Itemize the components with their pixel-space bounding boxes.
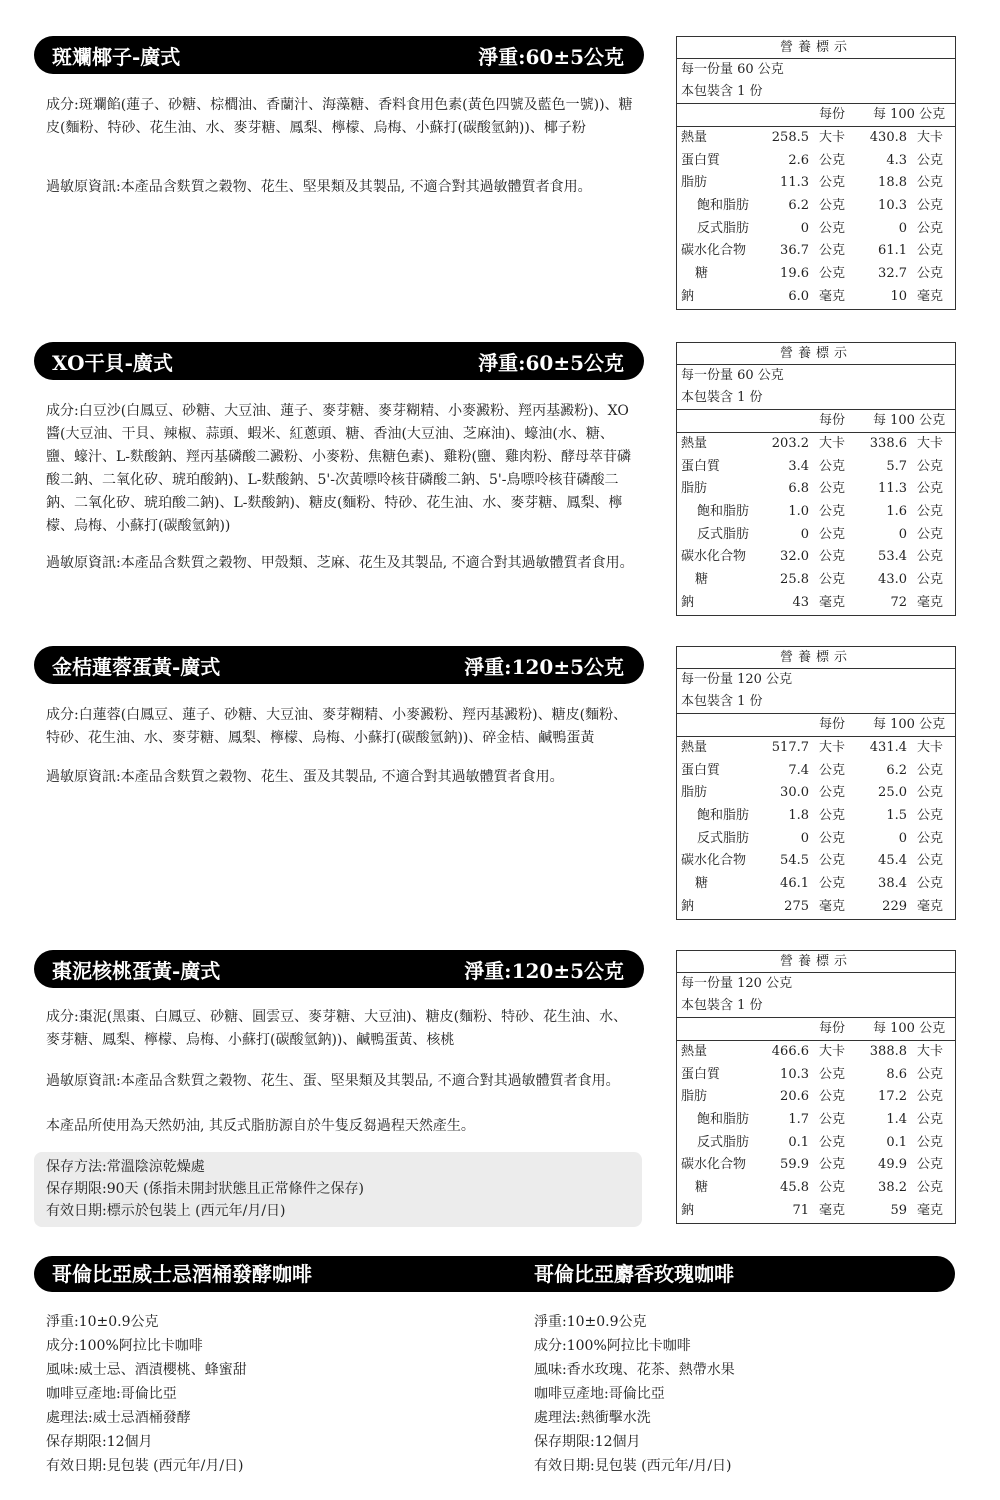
servings-per-pack: 本包裝含 1 份 xyxy=(681,390,763,405)
nutrient-name: 熱量 xyxy=(681,740,708,755)
ingredients-text: 成分:白豆沙(白鳳豆、砂糖、大豆油、蓮子、麥芽糖、麥芽糊精、小麥澱粉、羥丙基澱粉)、XO醬(大豆油、干貝、辣椒、蒜頭、蝦米、紅蔥頭、糖、香油(大豆油、芝麻油)、蠔油(水、糖、鹽、蠔汁、L-麩酸鈉、羥丙基磷酸二澱粉、小麥粉、焦糖色素)、雞粉(鹽、雞肉粉、酵母萃苷磷酸二鈉、二氧化矽、琥珀酸鈉)、L-麩酸鈉、5'-次黃嘌呤核苷磷酸二鈉、5'-鳥嘌呤核苷磷酸二鈉、二氧化矽、琥珀酸二鈉)、L-麩酸鈉)、糖皮(麵粉、特砂、花生油、水、麥芽糖、鳳梨、檸檬、烏梅、小蘇打(碳酸氫鈉)) xyxy=(46,403,631,534)
coffee-line: 淨重:10±0.9公克 xyxy=(46,1314,159,1330)
nutrient-name: 碳水化合物 xyxy=(681,1157,747,1173)
nutrition-row xyxy=(677,286,955,309)
per-serving-unit: 公克 xyxy=(819,266,846,282)
coffee-line: 處理法:熱衝擊水洗 xyxy=(534,1410,651,1426)
nutrition-row xyxy=(677,501,955,524)
nutrient-name: 反式脂肪 xyxy=(697,830,750,846)
nutrition-row xyxy=(677,478,955,501)
coffee-line: 風味:威士忌、酒漬櫻桃、蜂蜜甜 xyxy=(46,1362,247,1378)
per-serving-unit: 公克 xyxy=(819,504,846,520)
per-100g-unit: 公克 xyxy=(917,504,944,520)
nutrition-row xyxy=(677,1177,955,1200)
per-100g-value: 18.8 xyxy=(878,175,907,191)
product-name: 斑斕椰子-廣式 xyxy=(52,44,181,69)
per-serving-unit: 大卡 xyxy=(819,436,846,451)
nutrient-name: 脂肪 xyxy=(681,175,708,191)
product-name: 金桔蓮蓉蛋黃-廣式 xyxy=(52,654,221,679)
per-serving-unit: 公克 xyxy=(819,1180,846,1196)
nutrition-header-row xyxy=(677,1017,955,1041)
nutrient-name: 糖 xyxy=(695,876,709,892)
per-100g-unit: 毫克 xyxy=(917,1202,944,1218)
coffee-line: 保存期限:12個月 xyxy=(534,1434,641,1450)
coffee-name-rose: 哥倫比亞麝香玫瑰咖啡 xyxy=(534,1262,734,1286)
nutrition-header-row xyxy=(677,409,955,433)
nutrition-title: 營養標示 xyxy=(677,647,955,669)
per-100g-unit: 公克 xyxy=(917,1089,944,1105)
coffee-line: 有效日期:見包裝 (西元年/月/日) xyxy=(534,1458,732,1474)
product-section-kumquat xyxy=(0,646,1000,946)
servings-per-pack: 本包裝含 1 份 xyxy=(681,998,763,1013)
nutrient-name: 蛋白質 xyxy=(681,762,721,778)
per-serving-unit: 公克 xyxy=(819,243,846,259)
nutrient-name: 反式脂肪 xyxy=(697,220,750,236)
coffee-details-rose xyxy=(534,1310,735,1478)
coffee-line: 保存期限:12個月 xyxy=(46,1434,153,1450)
coffee-line: 風味:香水玫瑰、花茶、熱帶水果 xyxy=(534,1362,735,1378)
nutrient-name: 糖 xyxy=(695,572,709,588)
per-serving-value: 517.7 xyxy=(771,740,809,755)
nutrient-name: 糖 xyxy=(695,266,709,282)
storage-method: 保存方法:常溫陰涼乾燥處 xyxy=(46,1159,205,1175)
nutrition-row xyxy=(677,1086,955,1109)
per-serving-value: 45.8 xyxy=(780,1180,809,1196)
per-serving-unit: 公克 xyxy=(819,198,846,214)
ingredients-text: 成分:棗泥(黑棗、白鳳豆、砂糖、圓雲豆、麥芽糖、大豆油)、糖皮(麵粉、特砂、花生油、水、麥芽糖、鳳梨、檸檬、烏梅、小蘇打(碳酸氫鈉))、鹹鴨蛋黃、核桃 xyxy=(46,1009,628,1048)
per-100g-unit: 公克 xyxy=(917,1157,944,1173)
allergen-text: 過敏原資訊:本產品含麩質之穀物、花生、蛋、堅果類及其製品, 不適合對其過敏體質者食用。 xyxy=(46,1073,620,1089)
per-100g-unit: 公克 xyxy=(917,243,944,259)
per-100g-value: 61.1 xyxy=(878,243,907,259)
product-title-bar xyxy=(34,950,644,988)
per-100g-value: 0 xyxy=(898,526,907,542)
per-serving-unit: 公克 xyxy=(819,220,846,236)
per-serving-value: 258.5 xyxy=(771,130,809,145)
per-100g-unit: 公克 xyxy=(917,526,944,542)
per-100g-value: 32.7 xyxy=(878,266,907,282)
per-serving-unit: 毫克 xyxy=(819,1202,846,1218)
ingredients-text: 成分:斑斕餡(蓮子、砂糖、棕櫚油、香蘭汁、海藻糖、香料食用色素(黃色四號及藍色一號))、糖皮(麵粉、特砂、花生油、水、麥芽糖、鳳梨、檸檬、烏梅、小蘇打(碳酸氫鈉))、椰子粉 xyxy=(46,97,633,136)
per-serving-value: 59.9 xyxy=(780,1157,809,1173)
storage-info-box xyxy=(34,1152,642,1227)
per-100g-value: 72 xyxy=(890,594,907,610)
nutrition-table xyxy=(676,950,956,1224)
per-100g-unit: 公克 xyxy=(917,1066,944,1082)
per-100g-value: 6.2 xyxy=(886,762,907,778)
per-serving-unit: 公克 xyxy=(819,1112,846,1128)
nutrition-title: 營養標示 xyxy=(677,951,955,973)
per-serving-unit: 公克 xyxy=(819,152,846,168)
per-100g-unit: 公克 xyxy=(917,785,944,801)
product-weight: 淨重:120±5公克 xyxy=(464,654,624,679)
per-serving-value: 32.0 xyxy=(780,549,809,565)
per-100g-value: 10.3 xyxy=(878,198,907,214)
nutrient-name: 脂肪 xyxy=(681,1089,708,1105)
nutrition-row xyxy=(677,195,955,218)
nutrition-header-row xyxy=(677,713,955,737)
per-100g-value: 1.5 xyxy=(886,808,907,824)
nutrition-row xyxy=(677,1109,955,1132)
per-serving-value: 71 xyxy=(792,1202,809,1218)
nutrient-name: 糖 xyxy=(695,1180,709,1196)
product-title-bar xyxy=(34,36,644,74)
per-serving-header: 每份 xyxy=(819,717,846,732)
per-100g-value: 25.0 xyxy=(878,785,907,801)
nutrition-row xyxy=(677,760,955,783)
serving-size: 每一份量 60 公克 xyxy=(681,62,784,77)
per-serving-value: 46.1 xyxy=(780,876,809,892)
per-100g-value: 49.9 xyxy=(878,1157,907,1173)
per-serving-value: 7.4 xyxy=(788,762,809,778)
per-100g-value: 229 xyxy=(882,898,907,914)
coffee-line: 成分:100%阿拉比卡咖啡 xyxy=(46,1338,203,1354)
per-serving-unit: 公克 xyxy=(819,481,846,497)
nutrition-row xyxy=(677,524,955,547)
per-serving-value: 19.6 xyxy=(780,266,809,282)
per-100g-unit: 公克 xyxy=(917,458,944,474)
per-100g-value: 5.7 xyxy=(886,458,907,474)
servings-per-pack: 本包裝含 1 份 xyxy=(681,694,763,709)
per-100g-unit: 公克 xyxy=(917,853,944,869)
product-section-pandan xyxy=(0,36,1000,336)
per-100g-unit: 公克 xyxy=(917,549,944,565)
nutrient-name: 脂肪 xyxy=(681,481,708,497)
per-serving-unit: 公克 xyxy=(819,762,846,778)
product-weight: 淨重:120±5公克 xyxy=(464,958,624,983)
nutrient-name: 鈉 xyxy=(681,1202,695,1218)
per-serving-unit: 公克 xyxy=(819,785,846,801)
nutrient-name: 飽和脂肪 xyxy=(697,808,750,824)
per-100g-value: 8.6 xyxy=(886,1066,907,1082)
per-serving-value: 3.4 xyxy=(788,458,809,474)
nutrition-row xyxy=(677,1154,955,1177)
per-100g-value: 431.4 xyxy=(869,740,907,755)
serving-size: 每一份量 60 公克 xyxy=(681,368,784,383)
per-serving-unit: 公克 xyxy=(819,1157,846,1173)
nutrition-row xyxy=(677,737,955,760)
per-100g-value: 0 xyxy=(898,830,907,846)
per-100g-value: 38.2 xyxy=(878,1180,907,1196)
nutrition-row xyxy=(677,456,955,479)
per-serving-unit: 公克 xyxy=(819,830,846,846)
nutrition-row xyxy=(677,546,955,569)
per-100g-unit: 公克 xyxy=(917,266,944,282)
product-weight: 淨重:60±5公克 xyxy=(478,44,624,69)
per-serving-unit: 毫克 xyxy=(819,898,846,914)
nutrition-row xyxy=(677,172,955,195)
nutrient-name: 反式脂肪 xyxy=(697,1134,750,1150)
per-100g-header: 每 100 公克 xyxy=(873,107,946,122)
per-serving-value: 43 xyxy=(792,594,809,610)
per-100g-unit: 公克 xyxy=(917,175,944,191)
per-100g-header: 每 100 公克 xyxy=(873,1021,946,1036)
nutrient-name: 飽和脂肪 xyxy=(697,198,750,214)
nutrition-row xyxy=(677,873,955,896)
nutrition-row xyxy=(677,569,955,592)
nutrition-table xyxy=(676,342,956,616)
storage-expiry: 有效日期:標示於包裝上 (西元年/月/日) xyxy=(46,1203,286,1219)
per-serving-unit: 大卡 xyxy=(819,1044,846,1059)
per-serving-unit: 公克 xyxy=(819,549,846,565)
nutrient-name: 碳水化合物 xyxy=(681,243,747,259)
per-serving-unit: 公克 xyxy=(819,876,846,892)
servings-per-pack: 本包裝含 1 份 xyxy=(681,84,763,99)
per-100g-unit: 大卡 xyxy=(917,740,944,755)
nutrient-name: 碳水化合物 xyxy=(681,853,747,869)
coffee-line: 有效日期:見包裝 (西元年/月/日) xyxy=(46,1458,244,1474)
ingredients-text: 成分:白蓮蓉(白鳳豆、蓮子、砂糖、大豆油、麥芽糊精、小麥澱粉、羥丙基澱粉)、糖皮(麵粉、特砂、花生油、水、麥芽糖、鳳梨、檸檬、烏梅、小蘇打(碳酸氫鈉))、碎金桔、鹹鴨蛋黃 xyxy=(46,707,628,746)
coffee-line: 成分:100%阿拉比卡咖啡 xyxy=(534,1338,691,1354)
coffee-name-whisky: 哥倫比亞威士忌酒桶發酵咖啡 xyxy=(52,1262,312,1286)
per-100g-value: 430.8 xyxy=(869,130,907,145)
per-100g-unit: 公克 xyxy=(917,830,944,846)
nutrient-name: 飽和脂肪 xyxy=(697,1112,750,1128)
coffee-line: 淨重:10±0.9公克 xyxy=(534,1314,647,1330)
per-100g-value: 43.0 xyxy=(878,572,907,588)
nutrition-row xyxy=(677,1064,955,1087)
storage-period: 保存期限:90天 (係指未開封狀態且正常條件之保存) xyxy=(46,1181,364,1197)
butter-note: 本產品所使用為天然奶油, 其反式脂肪源自於牛隻反芻過程天然產生。 xyxy=(46,1118,475,1134)
nutrient-name: 蛋白質 xyxy=(681,458,721,474)
per-serving-unit: 毫克 xyxy=(819,288,846,304)
per-100g-unit: 大卡 xyxy=(917,1044,944,1059)
per-serving-value: 275 xyxy=(784,898,809,914)
per-100g-value: 388.8 xyxy=(869,1044,907,1059)
per-100g-value: 53.4 xyxy=(878,549,907,565)
nutrition-row xyxy=(677,263,955,286)
per-serving-unit: 公克 xyxy=(819,572,846,588)
allergen-text: 過敏原資訊:本產品含麩質之穀物、花生、堅果類及其製品, 不適合對其過敏體質者食用。 xyxy=(46,179,592,195)
serving-size: 每一份量 120 公克 xyxy=(681,976,793,991)
per-100g-unit: 毫克 xyxy=(917,898,944,914)
per-serving-value: 6.8 xyxy=(788,481,809,497)
product-section-xo xyxy=(0,342,1000,642)
per-serving-header: 每份 xyxy=(819,1021,846,1036)
coffee-line: 處理法:威士忌酒桶發酵 xyxy=(46,1410,191,1426)
per-100g-value: 38.4 xyxy=(878,876,907,892)
per-serving-value: 6.0 xyxy=(788,288,809,304)
nutrition-row xyxy=(677,896,955,919)
per-100g-value: 59 xyxy=(890,1202,907,1218)
per-serving-unit: 公克 xyxy=(819,1066,846,1082)
per-100g-unit: 公克 xyxy=(917,481,944,497)
per-100g-unit: 公克 xyxy=(917,876,944,892)
per-serving-value: 2.6 xyxy=(788,152,809,168)
per-serving-value: 25.8 xyxy=(780,572,809,588)
per-serving-value: 30.0 xyxy=(780,785,809,801)
per-serving-header: 每份 xyxy=(819,413,846,428)
nutrition-row xyxy=(677,828,955,851)
per-serving-unit: 公克 xyxy=(819,1134,846,1150)
per-serving-unit: 大卡 xyxy=(819,130,846,145)
nutrient-name: 脂肪 xyxy=(681,785,708,801)
nutrition-row xyxy=(677,1200,955,1223)
per-100g-unit: 大卡 xyxy=(917,436,944,451)
product-weight: 淨重:60±5公克 xyxy=(478,350,624,375)
per-100g-value: 0 xyxy=(898,220,907,236)
per-100g-header: 每 100 公克 xyxy=(873,717,946,732)
per-100g-value: 45.4 xyxy=(878,853,907,869)
nutrition-row xyxy=(677,240,955,263)
per-serving-value: 11.3 xyxy=(780,175,809,191)
nutrition-title: 營養標示 xyxy=(677,37,955,59)
nutrition-row xyxy=(677,433,955,456)
per-serving-value: 203.2 xyxy=(771,436,809,451)
per-100g-value: 4.3 xyxy=(886,152,907,168)
product-name: 棗泥核桃蛋黃-廣式 xyxy=(52,958,221,983)
per-serving-unit: 公克 xyxy=(819,526,846,542)
per-serving-value: 0 xyxy=(800,830,809,846)
per-serving-value: 1.8 xyxy=(788,808,809,824)
per-serving-value: 0 xyxy=(800,526,809,542)
per-serving-value: 20.6 xyxy=(780,1089,809,1105)
nutrient-name: 鈉 xyxy=(681,594,695,610)
nutrition-row xyxy=(677,218,955,241)
per-100g-unit: 公克 xyxy=(917,762,944,778)
product-name: XO干貝-廣式 xyxy=(52,350,173,375)
nutrition-row xyxy=(677,805,955,828)
per-100g-value: 0.1 xyxy=(886,1134,907,1150)
nutrition-row xyxy=(677,592,955,615)
nutrition-table xyxy=(676,36,956,310)
per-100g-value: 11.3 xyxy=(878,481,907,497)
nutrient-name: 熱量 xyxy=(681,436,708,451)
nutrient-name: 反式脂肪 xyxy=(697,526,750,542)
per-100g-unit: 公克 xyxy=(917,1134,944,1150)
nutrient-name: 蛋白質 xyxy=(681,152,721,168)
per-100g-unit: 大卡 xyxy=(917,130,944,145)
per-100g-unit: 毫克 xyxy=(917,594,944,610)
nutrient-name: 飽和脂肪 xyxy=(697,504,750,520)
nutrient-name: 鈉 xyxy=(681,288,695,304)
per-100g-value: 17.2 xyxy=(878,1089,907,1105)
nutrient-name: 碳水化合物 xyxy=(681,549,747,565)
per-100g-unit: 公克 xyxy=(917,220,944,236)
nutrition-row xyxy=(677,850,955,873)
serving-size: 每一份量 120 公克 xyxy=(681,672,793,687)
nutrition-header-row xyxy=(677,103,955,127)
per-100g-unit: 公克 xyxy=(917,1112,944,1128)
per-serving-unit: 公克 xyxy=(819,808,846,824)
product-title-bar xyxy=(34,646,644,684)
per-100g-unit: 公克 xyxy=(917,572,944,588)
nutrient-name: 蛋白質 xyxy=(681,1066,721,1082)
per-100g-unit: 公克 xyxy=(917,1180,944,1196)
per-serving-unit: 公克 xyxy=(819,175,846,191)
per-100g-unit: 公克 xyxy=(917,152,944,168)
per-serving-unit: 公克 xyxy=(819,458,846,474)
coffee-line: 咖啡豆產地:哥倫比亞 xyxy=(534,1386,665,1402)
per-serving-unit: 公克 xyxy=(819,1089,846,1105)
per-100g-unit: 毫克 xyxy=(917,288,944,304)
per-serving-value: 0.1 xyxy=(788,1134,809,1150)
coffee-title-bar xyxy=(34,1256,955,1292)
per-serving-value: 466.6 xyxy=(771,1044,809,1059)
per-100g-unit: 公克 xyxy=(917,198,944,214)
per-serving-value: 1.7 xyxy=(788,1112,809,1128)
nutrition-row xyxy=(677,1041,955,1064)
per-serving-value: 36.7 xyxy=(780,243,809,259)
allergen-text: 過敏原資訊:本產品含麩質之穀物、花生、蛋及其製品, 不適合對其過敏體質者食用。 xyxy=(46,769,564,785)
per-serving-value: 54.5 xyxy=(780,853,809,869)
per-serving-value: 10.3 xyxy=(780,1066,809,1082)
per-serving-value: 6.2 xyxy=(788,198,809,214)
per-serving-unit: 公克 xyxy=(819,853,846,869)
nutrition-row xyxy=(677,150,955,173)
nutrition-table xyxy=(676,646,956,920)
per-100g-value: 338.6 xyxy=(869,436,907,451)
allergen-text: 過敏原資訊:本產品含麩質之穀物、甲殼類、芝麻、花生及其製品, 不適合對其過敏體質者食用。 xyxy=(46,555,634,571)
per-100g-value: 1.6 xyxy=(886,504,907,520)
per-serving-unit: 毫克 xyxy=(819,594,846,610)
nutrition-row xyxy=(677,127,955,150)
product-title-bar xyxy=(34,342,644,380)
per-100g-value: 10 xyxy=(890,288,907,304)
per-serving-value: 0 xyxy=(800,220,809,236)
per-serving-value: 1.0 xyxy=(788,504,809,520)
per-serving-unit: 大卡 xyxy=(819,740,846,755)
nutrient-name: 鈉 xyxy=(681,898,695,914)
coffee-line: 咖啡豆產地:哥倫比亞 xyxy=(46,1386,177,1402)
nutrient-name: 熱量 xyxy=(681,130,708,145)
coffee-details-whisky xyxy=(46,1310,247,1478)
per-100g-header: 每 100 公克 xyxy=(873,413,946,428)
per-100g-value: 1.4 xyxy=(886,1112,907,1128)
nutrition-row xyxy=(677,782,955,805)
nutrient-name: 熱量 xyxy=(681,1044,708,1059)
nutrition-title: 營養標示 xyxy=(677,343,955,365)
per-serving-header: 每份 xyxy=(819,107,846,122)
per-100g-unit: 公克 xyxy=(917,808,944,824)
nutrition-row xyxy=(677,1132,955,1155)
